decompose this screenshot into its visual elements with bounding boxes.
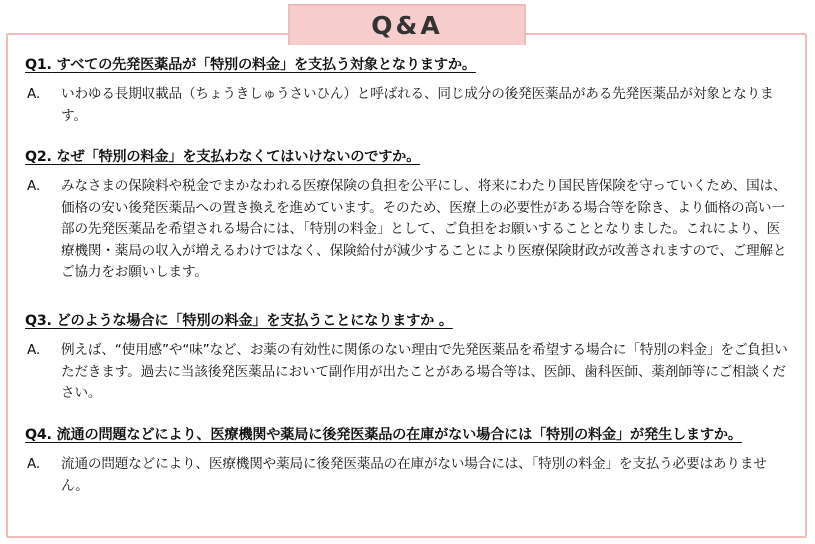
qa-item-4: [25, 425, 795, 497]
question-number: Q2.: [25, 149, 52, 165]
answer-text: 例えば、“使用感”や“味”など、お薬の有効性に関係のない理由で先発医薬品を希望する場合に「特別の料金」をご負担いただきます。過去に当該後発医薬品において副作用が出たことがある場合等は、医師、歯科医師、薬剤師等にご相談ください。: [61, 342, 788, 401]
answer-text: いわゆる長期収載品（ちょうきしゅうさいひん）と呼ばれる、同じ成分の後発医薬品がある先発医薬品が対象となります。: [61, 86, 774, 124]
qa-item-1: [25, 55, 795, 127]
qa-item-3: [25, 311, 795, 405]
answer-2: [25, 176, 795, 284]
answer-label: A.: [27, 456, 41, 472]
answer-label: A.: [27, 86, 41, 102]
title-tab: [288, 4, 526, 45]
qa-item-2: [25, 147, 795, 284]
answer-1: [25, 84, 795, 127]
answer-text: みなさまの保険料や税金でまかなわれる医療保険の負担を公平にし、将来にわたり国民皆保険を守っていくため、国は、価格の安い後発医薬品への置き換えを進めています。そのため、医療上の必要性がある場合等を除き、より価格の高い一部の先発医薬品を希望される場合には、「特別の料金」として、ご負担をお願いすることとなりました。これにより、医療機関・薬局の収入が増えるわけではなく、保険給付が減少することにより医療保険財政が改善されますので、ご理解とご協力をお願いします。: [61, 178, 787, 280]
question-3: [25, 311, 795, 332]
answer-label: A.: [27, 342, 41, 358]
question-text: 流通の問題などにより、医療機関や薬局に後発医薬品の在庫がない場合には「特別の料金」が発生しますか。: [56, 427, 742, 443]
answer-3: [25, 340, 795, 405]
question-text: すべての先発医薬品が「特別の料金」を支払う対象となりますか。: [56, 57, 476, 73]
question-1: [25, 55, 795, 76]
page-title: Q&A: [371, 11, 443, 40]
question-number: Q3.: [25, 313, 52, 329]
question-text: どのような場合に「特別の料金」を支払うことになりますか 。: [56, 313, 453, 329]
question-number: Q1.: [25, 57, 52, 73]
answer-label: A.: [27, 178, 41, 194]
question-number: Q4.: [25, 427, 52, 443]
question-text: なぜ「特別の料金」を支払わなくてはいけないのですか。: [56, 149, 421, 165]
question-4: [25, 425, 795, 446]
answer-4: [25, 454, 795, 497]
answer-text: 流通の問題などにより、医療機関や薬局に後発医薬品の在庫がない場合には、「特別の料金」を支払う必要はありません。: [61, 456, 767, 494]
question-2: [25, 147, 795, 168]
